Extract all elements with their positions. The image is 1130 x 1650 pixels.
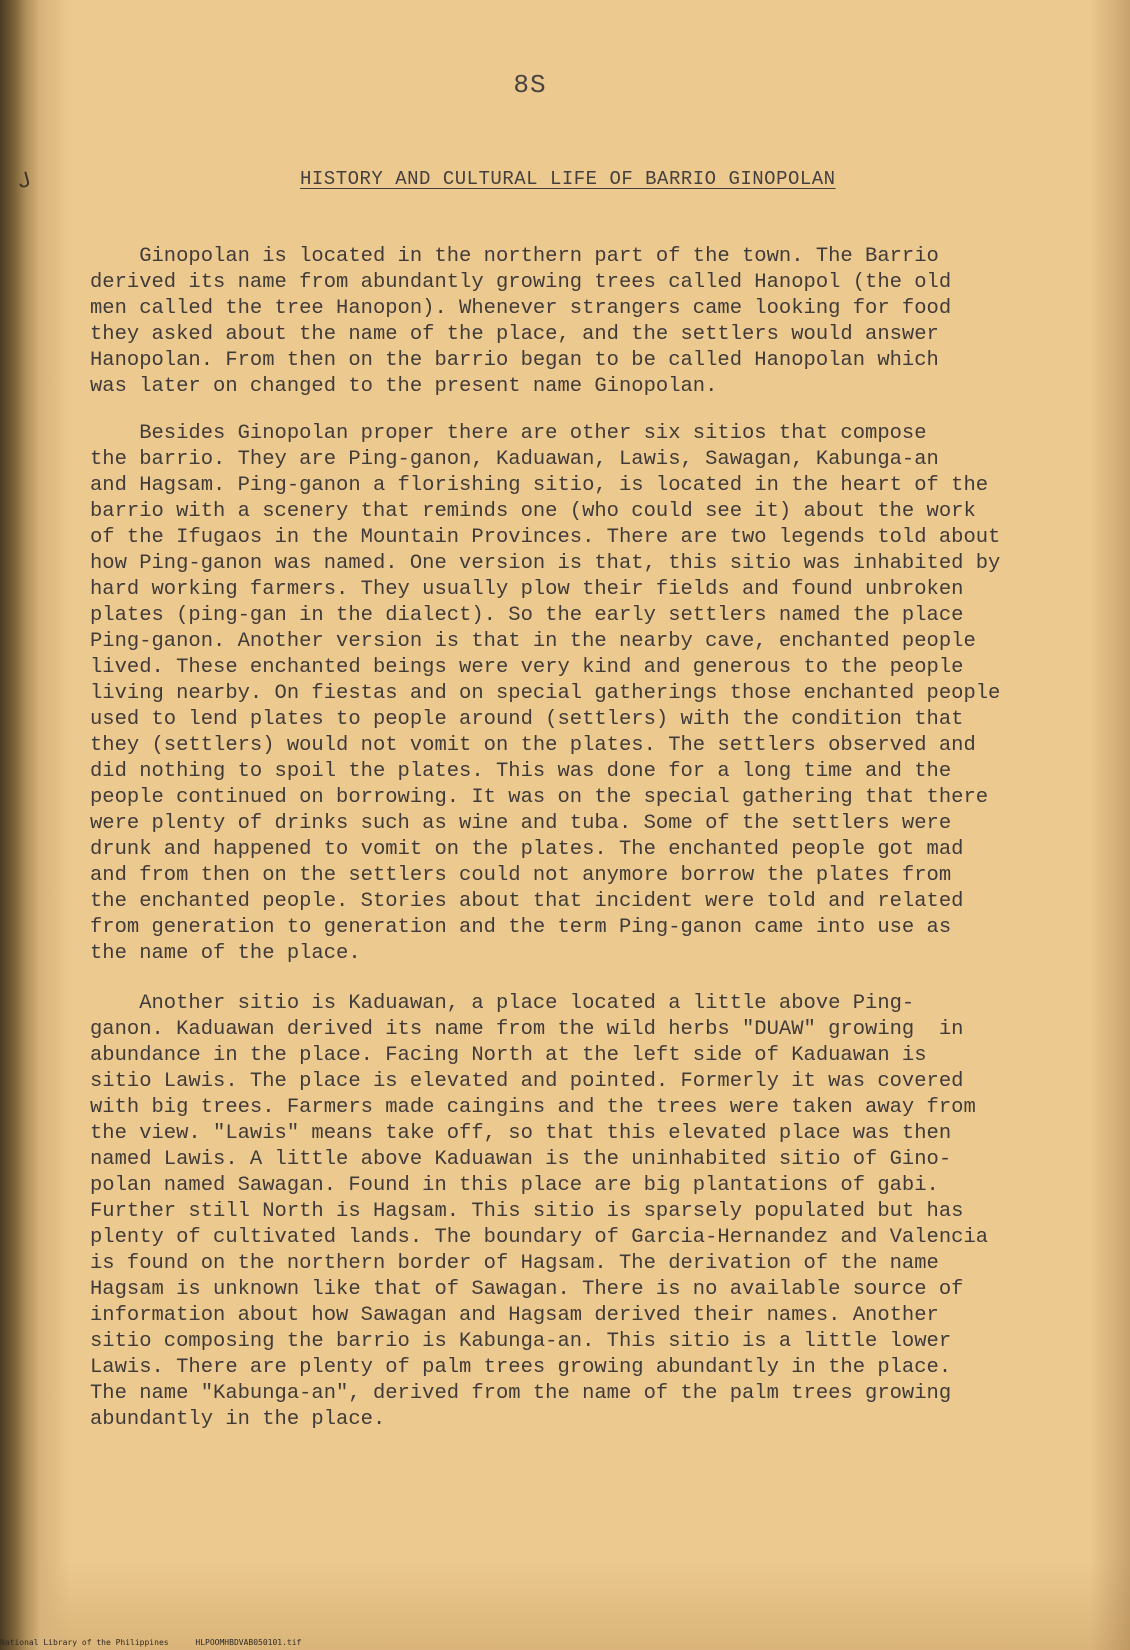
text-line: The name "Kabunga-an", derived from the name of the palm trees growing — [90, 1382, 952, 1405]
text-line: the enchanted people. Stories about that incident were told and related — [90, 890, 964, 913]
text-line: sitio composing the barrio is Kabunga-an. This sitio is a little lower — [90, 1330, 952, 1353]
text-line: they asked about the name of the place, and the settlers would answer — [90, 323, 939, 346]
text-line: sitio Lawis. The place is elevated and pointed. Formerly it was covered — [90, 1070, 964, 1093]
text-line: Further still North is Hagsam. This sitio is sparsely populated but has — [90, 1200, 964, 1223]
footer-library: National Library of the Philippines — [0, 1638, 169, 1647]
text-line: Hanopolan. From then on the barrio began to be called Hanopolan which — [90, 349, 939, 372]
text-line: were plenty of drinks such as wine and tuba. Some of the settlers were — [90, 812, 952, 835]
text-line: people continued on borrowing. It was on the special gathering that there — [90, 786, 989, 809]
text-line: information about how Sawagan and Hagsam derived their names. Another — [90, 1304, 939, 1327]
footer-filename: HLPOOMHBDVAB050101.tif — [195, 1638, 302, 1647]
text-line: polan named Sawagan. Found in this place are big plantations of gabi. — [90, 1174, 939, 1197]
text-line: barrio with a scenery that reminds one (who could see it) about the work — [90, 500, 976, 523]
text-line: and from then on the settlers could not anymore borrow the plates from — [90, 864, 952, 887]
document-title: HISTORY AND CULTURAL LIFE OF BARRIO GINOPOLAN — [300, 168, 836, 190]
text-line: Hagsam is unknown like that of Sawagan. There is no available source of — [90, 1278, 964, 1301]
page-number: 8S — [513, 70, 547, 100]
text-line: from generation to generation and the term Ping-ganon came into use as — [90, 916, 952, 939]
text-line: used to lend plates to people around (settlers) with the condition that — [90, 708, 964, 731]
text-line: plates (ping-gan in the dialect). So the early settlers named the place — [90, 604, 964, 627]
text-line: Ping-ganon. Another version is that in the nearby cave, enchanted people — [90, 630, 976, 653]
text-line: men called the tree Hanopon). Whenever strangers came looking for food — [90, 297, 952, 320]
text-line: and Hagsam. Ping-ganon a florishing sitio, is located in the heart of the — [90, 474, 989, 497]
text-line: the view. "Lawis" means take off, so that this elevated place was then — [90, 1122, 952, 1145]
text-line: named Lawis. A little above Kaduawan is the uninhabited sitio of Gino- — [90, 1148, 952, 1171]
text-line: was later on changed to the present name Ginopolan. — [90, 375, 718, 398]
text-line: did nothing to spoil the plates. This was done for a long time and the — [90, 760, 952, 783]
text-line: derived its name from abundantly growing trees called Hanopol (the old — [90, 271, 952, 294]
text-line: Lawis. There are plenty of palm trees growing abundantly in the place. — [90, 1356, 952, 1379]
text-line: Besides Ginopolan proper there are other six sitios that compose — [90, 422, 927, 445]
text-line: the name of the place. — [90, 942, 361, 965]
text-line: plenty of cultivated lands. The boundary of Garcia-Hernandez and Valencia — [90, 1226, 989, 1249]
text-line: they (settlers) would not vomit on the plates. The settlers observed and — [90, 734, 976, 757]
scan-footer — [0, 1638, 323, 1647]
margin-annotation: ᒍ — [15, 169, 34, 196]
text-line: living nearby. On fiestas and on special gatherings those enchanted people — [90, 682, 1001, 705]
text-line: how Ping-ganon was named. One version is that, this sitio was inhabited by — [90, 552, 1001, 575]
text-line: lived. These enchanted beings were very kind and generous to the people — [90, 656, 964, 679]
text-line: the barrio. They are Ping-ganon, Kaduawan, Lawis, Sawagan, Kabunga-an — [90, 448, 939, 471]
text-line: drunk and happened to vomit on the plates. The enchanted people got mad — [90, 838, 964, 861]
text-line: abundantly in the place. — [90, 1408, 386, 1431]
text-line: Another sitio is Kaduawan, a place located a little above Ping- — [90, 992, 915, 1015]
text-line: hard working farmers. They usually plow their fields and found unbroken — [90, 578, 964, 601]
text-line: is found on the northern border of Hagsam. The derivation of the name — [90, 1252, 939, 1275]
text-line: with big trees. Farmers made caingins and the trees were taken away from — [90, 1096, 976, 1119]
text-line: Ginopolan is located in the northern part of the town. The Barrio — [90, 245, 939, 268]
text-line: abundance in the place. Facing North at the left side of Kaduawan is — [90, 1044, 927, 1067]
text-line: of the Ifugaos in the Mountain Provinces. There are two legends told about — [90, 526, 1001, 549]
text-line: ganon. Kaduawan derived its name from the wild herbs "DUAW" growing in — [90, 1018, 964, 1041]
